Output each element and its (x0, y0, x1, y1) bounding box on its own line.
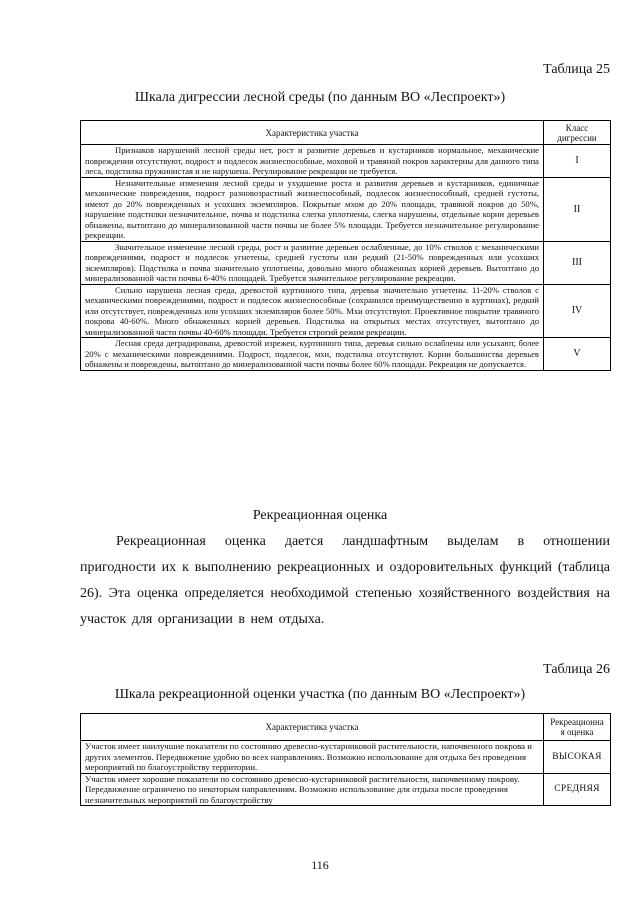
table-cell-class: III (544, 241, 611, 284)
table-row (81, 741, 611, 774)
table-25-header-row (81, 121, 611, 145)
table-row (81, 284, 611, 338)
table-cell-desc: Участок имеет наилучшие показатели по состоянию древесно-кустарниковой растительности, напочвенного покрова и других элементов. Передвижение удобно во всех направлениях. Возможно использование для отдыха без проведения мероприятий по благоустройству территории. (81, 741, 544, 774)
table-cell-class: СРЕДНЯЯ (544, 773, 611, 806)
table-25-label: Таблица 25 (543, 62, 610, 77)
table-25 (80, 120, 611, 371)
table-26-header-row (81, 714, 611, 741)
table-cell-desc: Лесная среда деградирована, древостой изрежен, куртинного типа, деревья сильно ослаблены или усыхают, более 20% с механическими повреждениями. Подрост, подлесок, мхи, подстилка отсутствуют. Корни большинства деревьев обнажены и повреждены, вытоптано до минерализованной части почвы более 60% площади. Рекреация не допускается. (81, 338, 544, 371)
table-row (81, 145, 611, 178)
table-row (81, 177, 611, 241)
table-26-col-class: Рекреационна я оценка (544, 714, 611, 741)
table-row (81, 773, 611, 806)
table-26-label: Таблица 26 (543, 662, 610, 677)
table-25-title: Шкала дигрессии лесной среды (по данным ВО «Леспроект») (134, 90, 506, 105)
page-number: 116 (311, 858, 329, 872)
table-cell-desc: Значительное изменение лесной среды, рост и развитие деревьев ослабленные, до 10% стволов с механическими повреждениями, подрост и подлесок угнетены, средней густоты или редкий (21-50% поврежденных или усохших экземпляров). Подстилка и почва значительно уплотнены, довольно много обнаженных корней деревьев. Вытоптано до минерализованной части почвы 6-40% площадей. Требуется значительное регулирование рекреации. (81, 241, 544, 284)
table-cell-class: ВЫСОКАЯ (544, 741, 611, 774)
table-26 (80, 713, 611, 806)
table-cell-class: IV (544, 284, 611, 338)
table-cell-class: II (544, 177, 611, 241)
table-row (81, 241, 611, 284)
table-25-col-desc: Характеристика участка (81, 121, 544, 145)
table-cell-desc: Участок имеет хорошие показатели по состоянию древесно-кустарниковой растительности, напочвенному покрову. Передвижение ограничено по некоторым направлениям. Возможно использование для отдыха после проведения незначительных мероприятий по благоустройству (81, 773, 544, 806)
section-heading: Рекреационная оценка (252, 508, 388, 523)
table-25-col-class: Класс дигрессии (544, 121, 611, 145)
table-cell-desc: Сильно нарушена лесная среда, древостой куртинного типа, деревья значительно угнетены. 11-20% стволов с механическими повреждениями, подрост и подлесок жизнеспособные (сохранился преимущественно в куртинах), редкий или отсутствует, поврежденных или усохших экземпляров более 50%. Мхи отсутствуют. Проективное покрытие травяного покрова 40-60%. Много обнаженных корней деревьев. Подстилка на открытых местах отсутствует, вытоптано до минерализованной части почвы 40-60% площади. Требуется строгий режим рекреации. (81, 284, 544, 338)
table-row (81, 338, 611, 371)
table-cell-desc: Незначительные изменения лесной среды и ухудшение роста и развития деревьев и кустарников, единичные механические повреждения, подрост разновозрастный жизнеспособный, подлесок жизнеспособный, средней густоты, имеют до 20% поврежденных и усохших экземпляров. Покрытые мхом до 20% площади, травяной покров до 50%, нарушение подстилки незначительное, почва и подстилка слегка уплотнены, слегка нарушены, отдельные корни деревьев обнажены, вытоптано до минерализованной части почвы не более 5% площади. Требуется незначительное регулирование рекреации. (81, 177, 544, 241)
table-26-col-desc: Характеристика участка (81, 714, 544, 741)
table-cell-class: I (544, 145, 611, 178)
table-26-title: Шкала рекреационной оценки участка (по данным ВО «Леспроект») (114, 687, 526, 702)
table-cell-desc: Признаков нарушений лесной среды нет, рост и развитие деревьев и кустарников нормальное, механические повреждения отсутствуют, подрост и подлесок жизнеспособные, моховой и травяной покров характерны для данного типа леса, подстилка пружинистая и не нарушена. Регулирование рекреации не требуется. (81, 145, 544, 178)
body-paragraph: Рекреационная оценка дается ландшафтным выделам в отношении пригодности их к выполнению рекреационных и оздоровительных функций (таблица 26). Эта оценка определяется необходимой степенью хозяйственного воздействия на участок для организации в нем отдыха. (80, 534, 610, 627)
table-cell-class: V (544, 338, 611, 371)
